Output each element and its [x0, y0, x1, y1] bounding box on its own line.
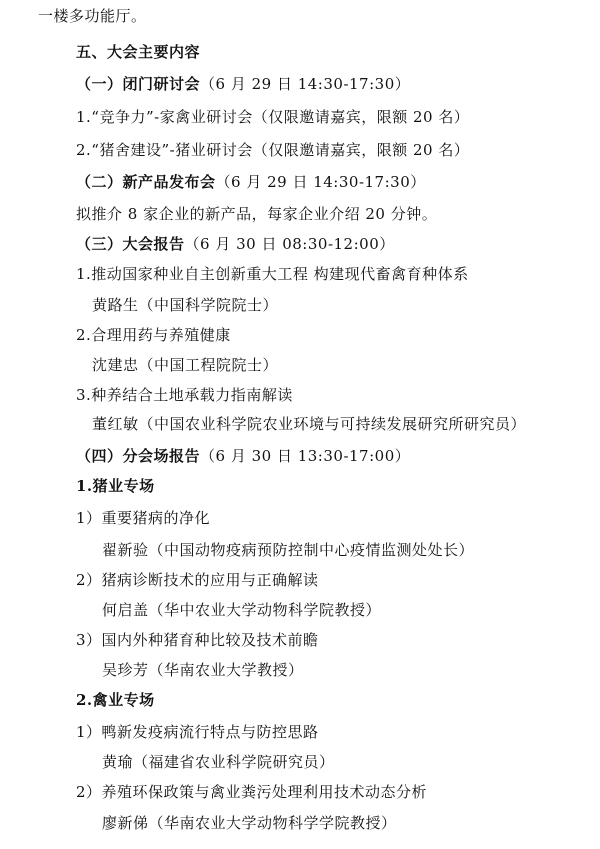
- section-title: 五、大会主要内容: [76, 43, 201, 61]
- poultry-talk-title: 1）鸭新发疫病流行特点与防控思路: [76, 723, 319, 741]
- branch-heading: （四）分会场报告: [76, 447, 201, 465]
- report-time: （6 月 30 日 08:30-12:00）: [184, 235, 395, 253]
- pig-talk-speaker: 翟新验（中国动物疫病预防控制中心疫情监测处处长）: [102, 541, 475, 559]
- report-heading: （三）大会报告: [76, 235, 185, 253]
- launch-heading: （二）新产品发布会: [76, 173, 216, 191]
- seminar-time: （6 月 29 日 14:30-17:30）: [200, 75, 411, 93]
- pig-talk-speaker: 吴珍芳（华南农业大学教授）: [102, 661, 304, 679]
- report-talk-title: 1.推动国家种业自主创新重大工程 构建现代畜禽育种体系: [76, 265, 469, 283]
- launch-heading-line: [76, 172, 426, 192]
- pig-talk-title: 3）国内外种猪育种比较及技术前瞻: [76, 631, 319, 649]
- seminar-item: 1.“竞争力”-家禽业研讨会（仅限邀请嘉宾，限额 20 名）: [76, 108, 470, 126]
- seminar-heading: （一）闭门研讨会: [76, 75, 201, 93]
- report-talk-speaker: 沈建忠（中国工程院院士）: [92, 356, 279, 374]
- report-talk-speaker: 黄路生（中国科学院院士）: [92, 296, 279, 314]
- seminar-item: 2.“猪舍建设”-猪业研讨会（仅限邀请嘉宾，限额 20 名）: [76, 141, 470, 159]
- pig-talk-speaker: 何启盖（华中农业大学动物科学院教授）: [102, 601, 382, 619]
- report-talk-title: 3.种养结合土地承载力指南解读: [76, 386, 293, 404]
- pig-talk-title: 2）猪病诊断技术的应用与正确解读: [76, 571, 319, 589]
- poultry-talk-title: 2）养殖环保政策与禽业粪污处理利用技术动态分析: [76, 783, 428, 801]
- report-talk-speaker: 董红敏（中国农业科学院农业环境与可持续发展研究所研究员）: [92, 415, 527, 433]
- intro-line: 一楼多功能厅。: [38, 7, 147, 25]
- poultry-session-heading: 2.禽业专场: [76, 691, 155, 709]
- report-heading-line: [76, 234, 395, 254]
- branch-heading-line: [76, 446, 410, 466]
- pig-session-heading: 1.猪业专场: [76, 477, 155, 495]
- pig-talk-title: 1）重要猪病的净化: [76, 509, 211, 527]
- seminar-heading-line: [76, 74, 410, 94]
- launch-time: （6 月 29 日 14:30-17:30）: [215, 173, 426, 191]
- poultry-talk-speaker: 黄瑜（福建省农业科学院研究员）: [102, 753, 335, 771]
- report-talk-title: 2.合理用药与养殖健康: [76, 326, 231, 344]
- poultry-talk-speaker: 廖新俤（华南农业大学动物科学学院教授）: [102, 814, 397, 832]
- branch-time: （6 月 30 日 13:30-17:00）: [200, 447, 411, 465]
- launch-text: 拟推介 8 家企业的新产品，每家企业介绍 20 分钟。: [76, 205, 438, 223]
